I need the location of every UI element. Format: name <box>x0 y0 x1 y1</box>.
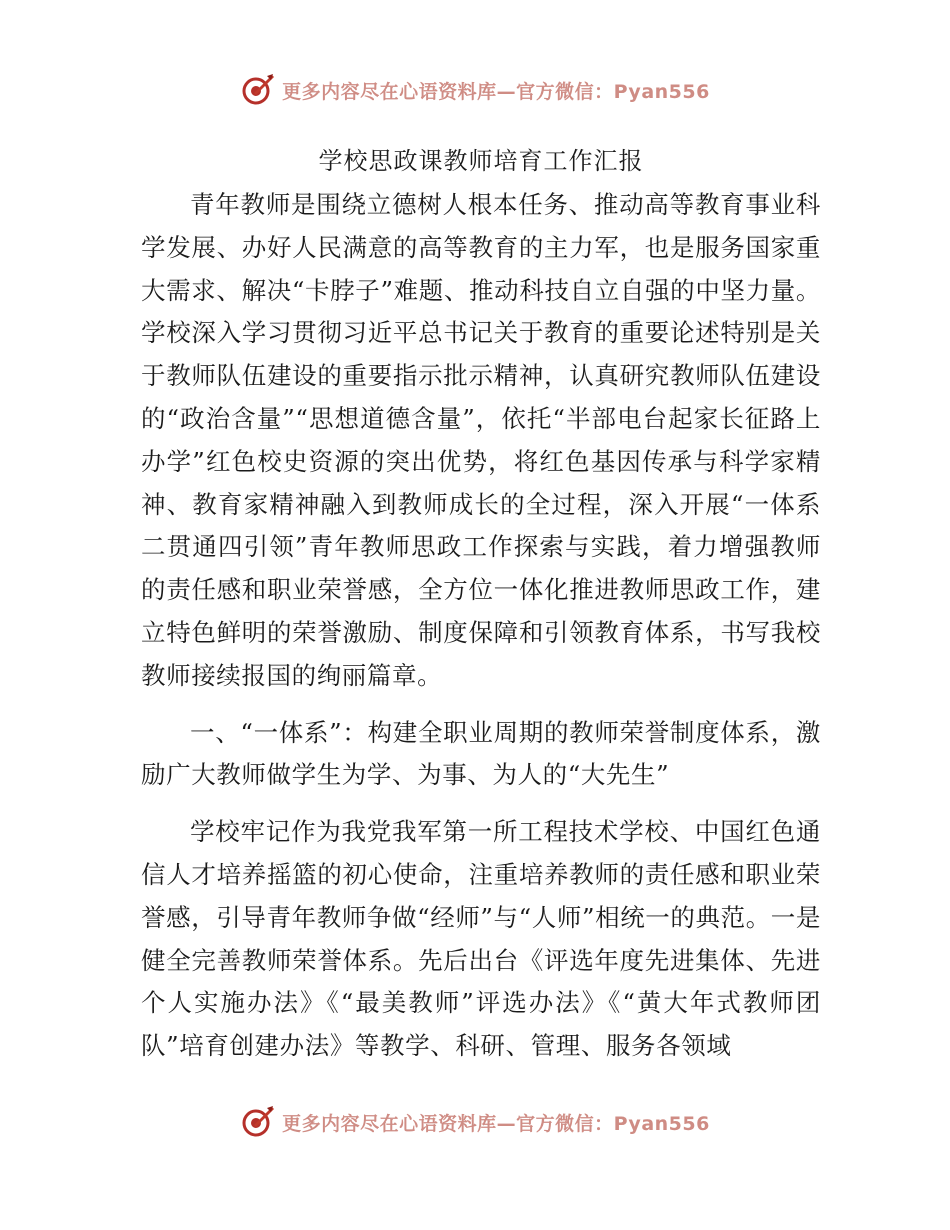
library-logo-icon <box>240 1104 276 1140</box>
document-body <box>141 140 821 1068</box>
header-watermark-text: 更多内容尽在心语资料库—官方微信：Pyan556 <box>282 80 710 103</box>
section-heading-one: 一、“一体系”：构建全职业周期的教师荣誉制度体系，激励广大教师做学生为学、为事、为人的“大先生” <box>141 717 821 790</box>
paragraph-section-one: 学校牢记作为我党我军第一所工程技术学校、中国红色通信人才培养摇篮的初心使命，注重培养教师的责任感和职业荣誉感，引导青年教师争做“经师”与“人师”相统一的典范。一是健全完善教师荣誉体系。先后出台《评选年度先进集体、先进个人实施办法》《“最美教师”评选办法》《“黄大年式教师团队”培育创建办法》等教学、科研、管理、服务各领域 <box>141 817 821 1061</box>
header-watermark <box>0 70 950 110</box>
footer-watermark <box>0 1102 950 1142</box>
document-title: 学校思政课教师培育工作汇报 <box>318 147 644 175</box>
library-logo-icon <box>240 72 276 108</box>
paragraph-intro: 青年教师是围绕立德树人根本任务、推动高等教育事业科学发展、办好人民满意的高等教育的主力军，也是服务国家重大需求、解决“卡脖子”难题、推动科技自立自强的中坚力量。学校深入学习贯彻习近平总书记关于教育的重要论述特别是关于教师队伍建设的重要指示批示精神，认真研究教师队伍建设的“政治含量”“思想道德含量”，依托“半部电台起家长征路上办学”红色校史资源的突出优势，将红色基因传承与科学家精神、教育家精神融入到教师成长的全过程，深入开展“一体系二贯通四引领”青年教师思政工作探索与实践，着力增强教师的责任感和职业荣誉感，全方位一体化推进教师思政工作，建立特色鲜明的荣誉激励、制度保障和引领教育体系，书写我校教师接续报国的绚丽篇章。 <box>141 190 821 690</box>
footer-watermark-text: 更多内容尽在心语资料库—官方微信：Pyan556 <box>282 1112 710 1135</box>
